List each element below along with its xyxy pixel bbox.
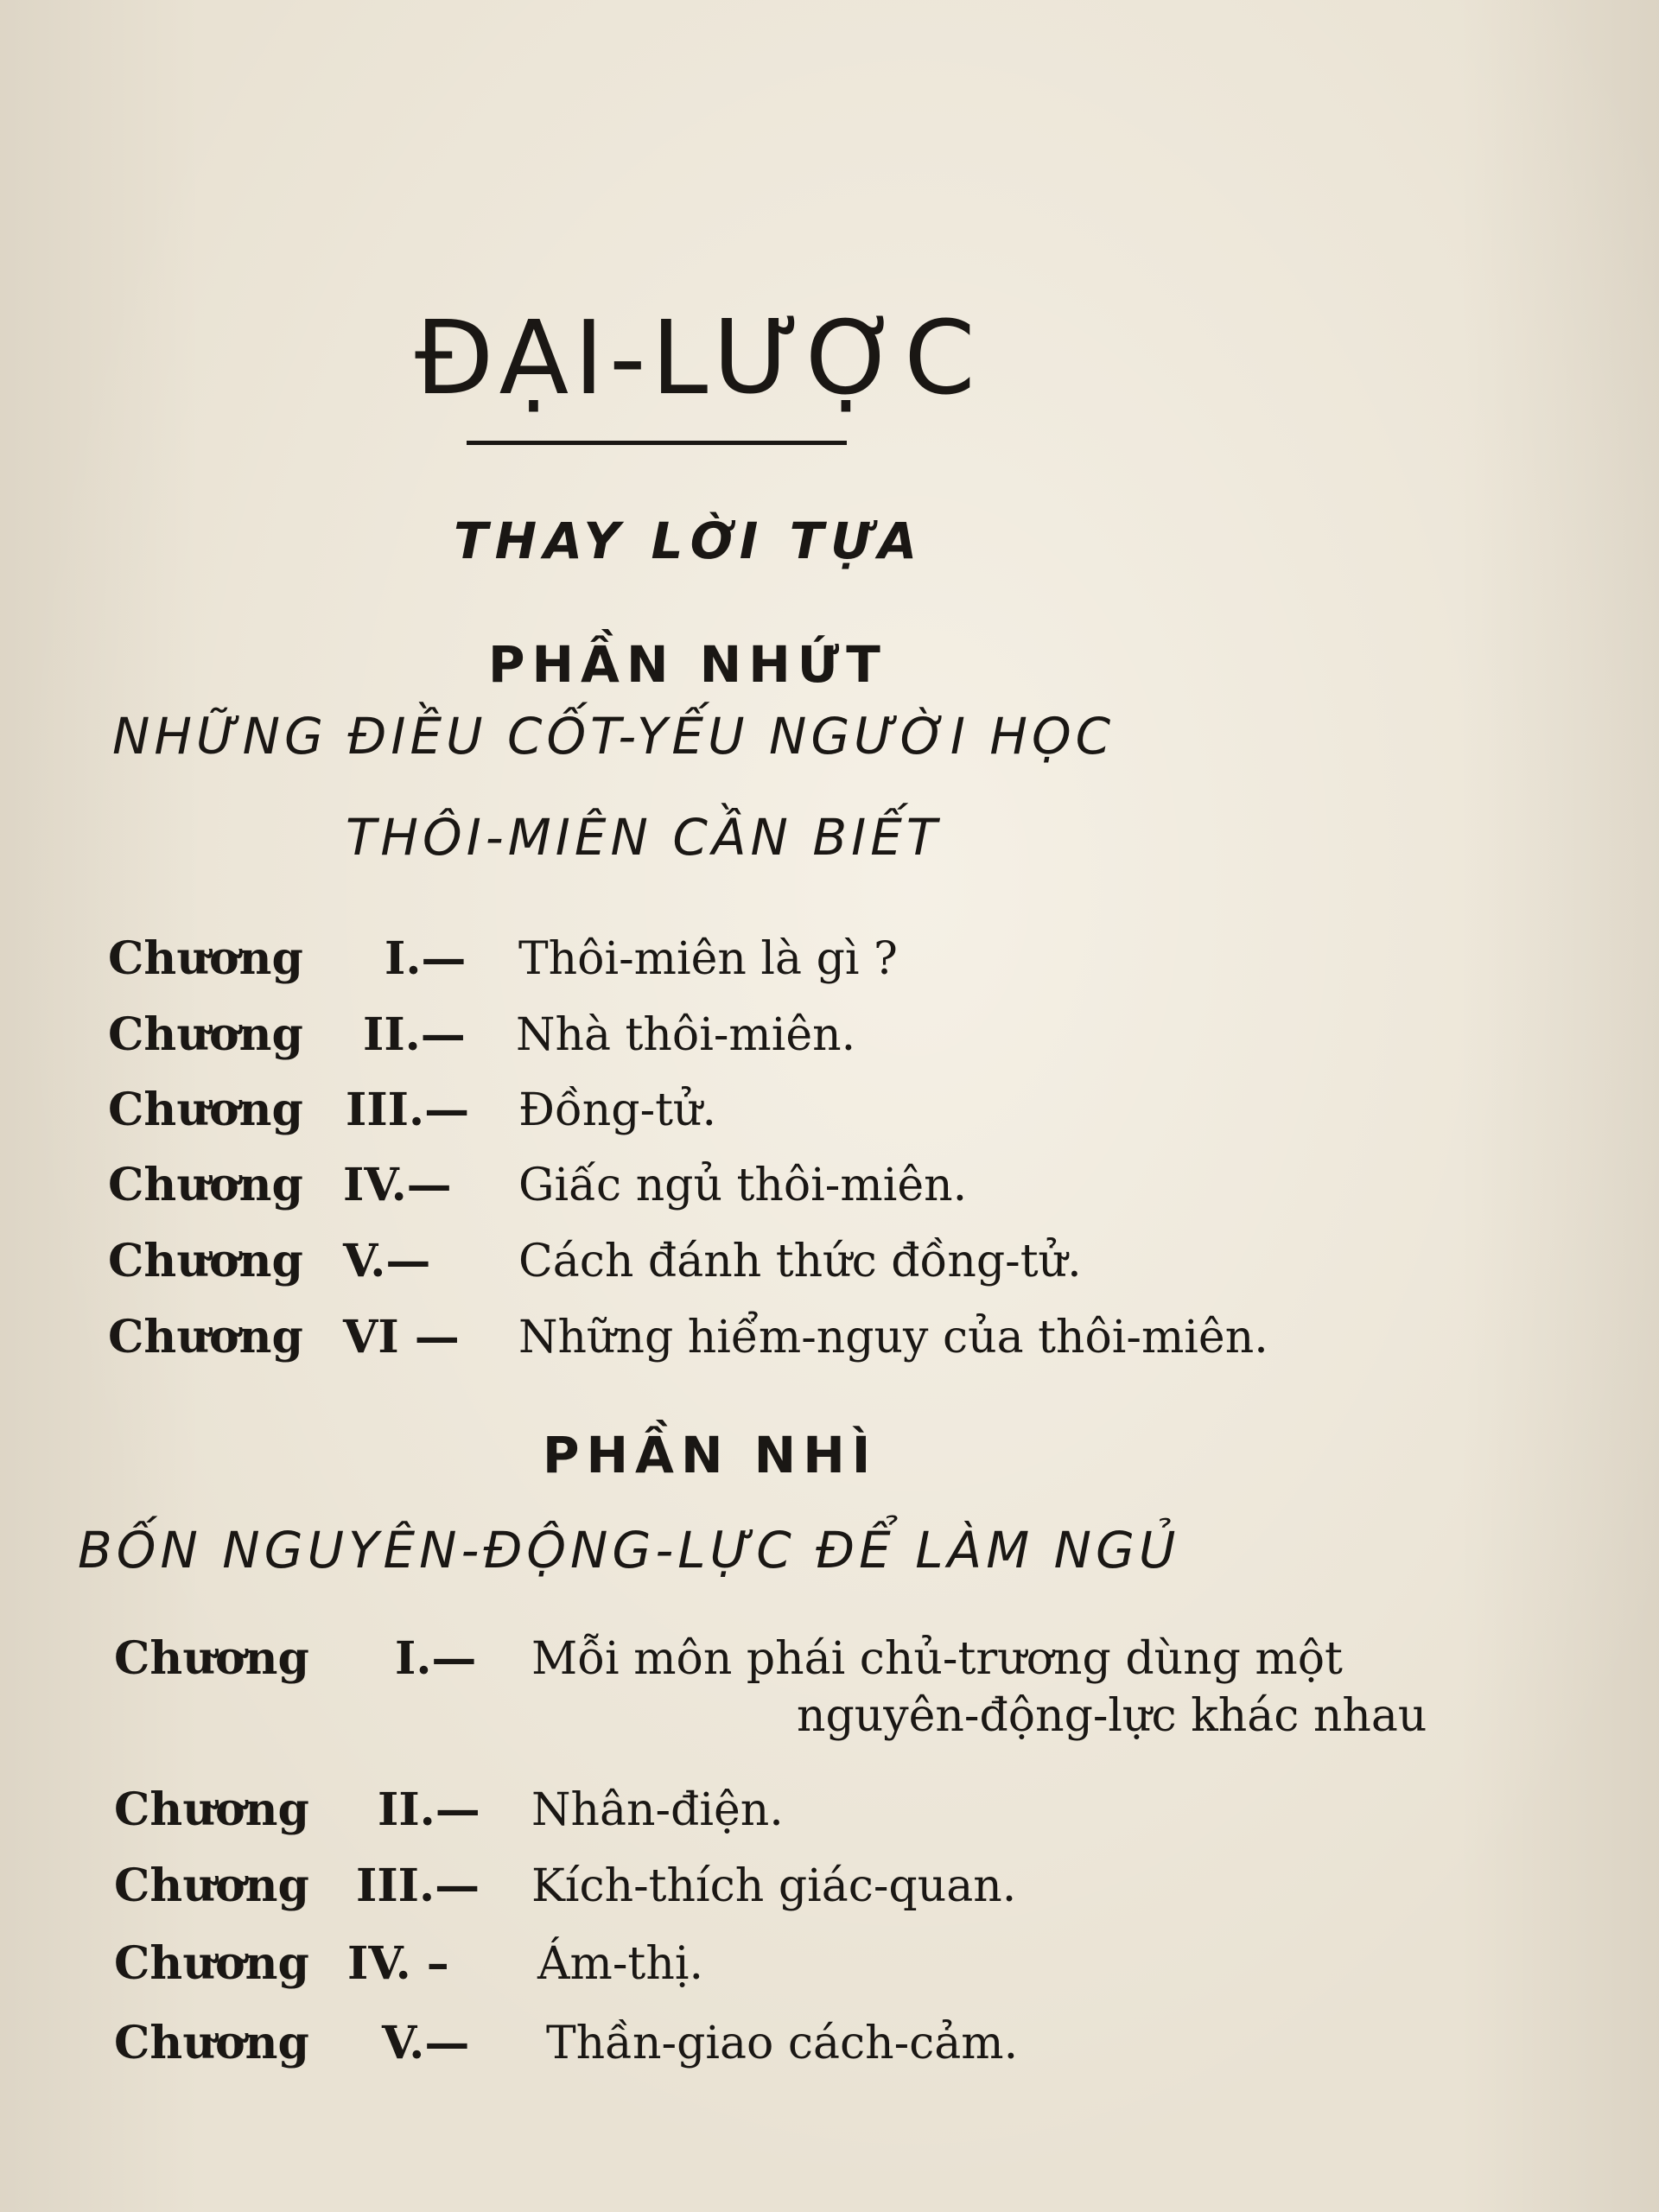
chapter-number: I.—: [395, 1632, 477, 1685]
chapter-word: Chương: [108, 1008, 303, 1061]
chapter-word: Chương: [114, 2017, 309, 2069]
chapter-title: Giấc ngủ thôi-miên.: [518, 1160, 968, 1211]
chapter-number: II.—: [363, 1008, 466, 1061]
chapter-number: III.—: [356, 1859, 480, 1912]
chapter-number: IV. –: [347, 1937, 449, 1990]
chapter-title: Kích-thích giác-quan.: [531, 1860, 1017, 1912]
chapter-title: Ám-thị.: [537, 1938, 703, 1990]
chapter-number: V.—: [343, 1235, 431, 1287]
chapter-number: II.—: [378, 1783, 480, 1836]
chapter-word: Chương: [114, 1783, 309, 1836]
chapter-title: Đồng-tử.: [518, 1084, 717, 1136]
chapter-title: Thần-giao cách-cảm.: [546, 2018, 1019, 2069]
title-underline: [467, 441, 847, 445]
chapter-number: III.—: [346, 1084, 470, 1136]
chapter-word: Chương: [114, 1859, 309, 1912]
chapter-number: I.—: [385, 932, 467, 985]
part-one-heading: PHẦN NHỨT: [488, 635, 887, 694]
chapter-word: Chương: [114, 1937, 309, 1990]
chapter-title: Thôi-miên là gì ?: [518, 933, 898, 985]
part-two-title: BỐN NGUYÊN-ĐỘNG-LỰC ĐỂ LÀM NGỦ: [78, 1521, 1180, 1580]
chapter-title: Mỗi môn phái chủ-trương dùng một: [531, 1633, 1343, 1685]
chapter-title: Nhân-điện.: [531, 1784, 784, 1836]
part-one-title-line2: THÔI-MIÊN CẦN BIẾT: [346, 808, 942, 867]
page-title: ĐẠI-LƯỢC: [415, 298, 981, 417]
chapter-title-continued: nguyên-động-lực khác nhau: [797, 1690, 1427, 1742]
chapter-word: Chương: [108, 1311, 303, 1363]
part-one-title-line1: NHỮNG ĐIỀU CỐT-YẾU NGƯỜI HỌC: [112, 707, 1116, 766]
chapter-title: Nhà thôi-miên.: [516, 1009, 856, 1061]
chapter-number: VI —: [343, 1311, 460, 1363]
chapter-number: IV.—: [343, 1159, 452, 1211]
chapter-word: Chương: [108, 1159, 303, 1211]
chapter-number: V.—: [382, 2017, 470, 2069]
page-subtitle: THAY LỜI TỰA: [454, 512, 925, 570]
chapter-title: Cách đánh thức đồng-tử.: [518, 1236, 1082, 1287]
part-two-heading: PHẦN NHÌ: [543, 1426, 878, 1484]
chapter-word: Chương: [108, 1235, 303, 1287]
chapter-word: Chương: [114, 1632, 309, 1685]
chapter-title: Những hiểm-nguy của thôi-miên.: [518, 1312, 1268, 1363]
chapter-word: Chương: [108, 932, 303, 985]
chapter-word: Chương: [108, 1084, 303, 1136]
